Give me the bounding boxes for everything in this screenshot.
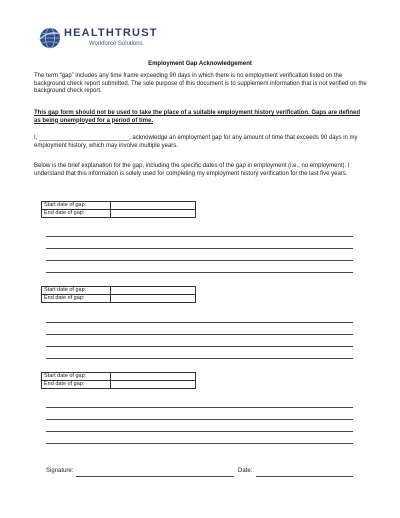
explanation-line[interactable] bbox=[46, 419, 353, 420]
end-date-label: End date of gap: bbox=[42, 381, 111, 389]
start-date-label: Start date of gap: bbox=[42, 287, 111, 295]
signature-label: Signature: bbox=[46, 468, 74, 474]
signature-line[interactable] bbox=[76, 476, 234, 477]
explanation-instructions-paragraph: Below is the brief explanation for the gap, including the specific dates of the gap in employment (i.e., no employment). I understand that this information is solely used for completing my employment history verification for the last five years. bbox=[34, 163, 350, 177]
start-date-label: Start date of gap: bbox=[42, 373, 111, 381]
logo-subtitle: Workforce Solutions bbox=[89, 41, 143, 47]
table-row bbox=[42, 202, 196, 210]
start-date-field[interactable] bbox=[111, 373, 196, 381]
globe-icon bbox=[38, 26, 62, 50]
healthtrust-logo bbox=[38, 26, 178, 54]
end-date-label: End date of gap: bbox=[42, 295, 111, 303]
explanation-line[interactable] bbox=[46, 236, 353, 237]
end-date-field[interactable] bbox=[111, 210, 196, 218]
gap-dates-table bbox=[41, 372, 196, 389]
acknowledgement-paragraph: I, ___________________________, acknowledge an employment gap for any amount of time that exceeds 90 days in my employment history, which may involve multiple years. bbox=[34, 135, 358, 149]
explanation-line[interactable] bbox=[46, 358, 353, 359]
end-date-field[interactable] bbox=[111, 295, 196, 303]
gap-dates-table bbox=[41, 201, 196, 218]
table-row bbox=[42, 210, 196, 218]
table-row bbox=[42, 373, 196, 381]
explanation-line[interactable] bbox=[46, 272, 353, 273]
table-row bbox=[42, 381, 196, 389]
explanation-line[interactable] bbox=[46, 248, 353, 249]
gap-warning-paragraph: This gap form should not be used to take the place of a suitable employment history verification. Gaps are defined as being unemployed for a period of time. bbox=[34, 110, 361, 124]
explanation-line[interactable] bbox=[46, 260, 353, 261]
logo-name: HEALTHTRUST bbox=[64, 27, 158, 39]
explanation-line[interactable] bbox=[46, 431, 353, 432]
table-row bbox=[42, 287, 196, 295]
gap-definition-paragraph: The term “gap” includes any time frame exceeding 90 days in which there is no employment verification listed on the background check report submitted. The sole purpose of this document is to supplement information that is not verified on the background check report. bbox=[34, 73, 367, 95]
explanation-line[interactable] bbox=[46, 322, 353, 323]
gap-dates-table bbox=[41, 286, 196, 303]
document-title: Employment Gap Acknowledgement bbox=[148, 61, 252, 67]
date-label: Date: bbox=[238, 468, 253, 474]
date-line[interactable] bbox=[256, 476, 353, 477]
explanation-line[interactable] bbox=[46, 334, 353, 335]
end-date-label: End date of gap: bbox=[42, 210, 111, 218]
end-date-field[interactable] bbox=[111, 381, 196, 389]
explanation-line[interactable] bbox=[46, 407, 353, 408]
start-date-label: Start date of gap: bbox=[42, 202, 111, 210]
table-row bbox=[42, 295, 196, 303]
start-date-field[interactable] bbox=[111, 202, 196, 210]
explanation-line[interactable] bbox=[46, 443, 353, 444]
explanation-line[interactable] bbox=[46, 346, 353, 347]
start-date-field[interactable] bbox=[111, 287, 196, 295]
